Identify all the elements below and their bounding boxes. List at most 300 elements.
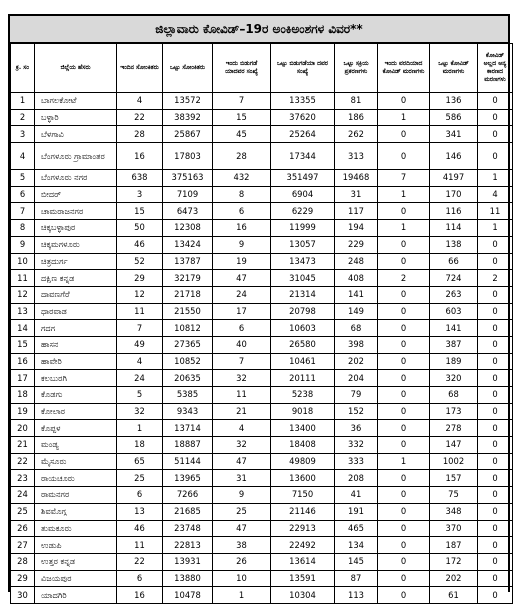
cell-total-deaths: 138 bbox=[430, 236, 478, 253]
table-row bbox=[11, 370, 513, 387]
cell-today-deaths: 0 bbox=[378, 336, 430, 353]
cell-total-discharged: 13600 bbox=[271, 470, 335, 487]
cell-total-infected: 13880 bbox=[163, 570, 213, 587]
cell-active-cases: 113 bbox=[335, 587, 378, 604]
cell-total-infected: 10852 bbox=[163, 353, 213, 370]
cell-non-covid-deaths: 0 bbox=[478, 587, 513, 604]
cell-serial: 9 bbox=[11, 236, 35, 253]
table-row bbox=[11, 303, 513, 320]
cell-today-infected: 1 bbox=[117, 420, 163, 437]
cell-district-name: ಕೊಡಗು bbox=[35, 387, 117, 404]
cell-total-deaths: 116 bbox=[430, 203, 478, 220]
cell-active-cases: 333 bbox=[335, 453, 378, 470]
cell-total-infected: 18887 bbox=[163, 437, 213, 454]
cell-today-deaths: 0 bbox=[378, 303, 430, 320]
cell-active-cases: 408 bbox=[335, 270, 378, 287]
cell-today-deaths: 0 bbox=[378, 203, 430, 220]
cell-today-discharged: 24 bbox=[213, 286, 271, 303]
cell-today-infected: 65 bbox=[117, 453, 163, 470]
cell-today-deaths: 1 bbox=[378, 220, 430, 237]
cell-district-name: ಚಿಕ್ಕಬಳ್ಳಾಪುರ bbox=[35, 220, 117, 237]
cell-total-infected: 10478 bbox=[163, 587, 213, 604]
cell-total-deaths: 66 bbox=[430, 253, 478, 270]
cell-total-infected: 7266 bbox=[163, 487, 213, 504]
cell-serial: 8 bbox=[11, 220, 35, 237]
cell-today-discharged: 4 bbox=[213, 420, 271, 437]
cell-serial: 27 bbox=[11, 537, 35, 554]
cell-today-deaths: 0 bbox=[378, 503, 430, 520]
cell-total-infected: 13965 bbox=[163, 470, 213, 487]
cell-total-discharged: 49809 bbox=[271, 453, 335, 470]
cell-total-discharged: 5238 bbox=[271, 387, 335, 404]
cell-serial: 3 bbox=[11, 126, 35, 143]
cell-total-discharged: 9018 bbox=[271, 403, 335, 420]
cell-non-covid-deaths: 0 bbox=[478, 520, 513, 537]
cell-today-infected: 32 bbox=[117, 403, 163, 420]
cell-non-covid-deaths: 0 bbox=[478, 470, 513, 487]
cell-total-discharged: 6229 bbox=[271, 203, 335, 220]
cell-serial: 14 bbox=[11, 320, 35, 337]
cell-serial: 19 bbox=[11, 403, 35, 420]
cell-non-covid-deaths: 0 bbox=[478, 109, 513, 126]
cell-district-name: ಮೈಸೂರು bbox=[35, 453, 117, 470]
cell-today-discharged: 47 bbox=[213, 270, 271, 287]
cell-total-infected: 10812 bbox=[163, 320, 213, 337]
cell-active-cases: 465 bbox=[335, 520, 378, 537]
cell-non-covid-deaths: 1 bbox=[478, 220, 513, 237]
cell-today-infected: 29 bbox=[117, 270, 163, 287]
cell-total-deaths: 187 bbox=[430, 537, 478, 554]
cell-today-infected: 6 bbox=[117, 487, 163, 504]
table-row bbox=[11, 270, 513, 287]
cell-total-discharged: 22913 bbox=[271, 520, 335, 537]
cell-total-discharged: 21146 bbox=[271, 503, 335, 520]
cell-active-cases: 332 bbox=[335, 437, 378, 454]
cell-non-covid-deaths: 0 bbox=[478, 403, 513, 420]
header-total-discharged: ಒಟ್ಟು ಬಿಡುಗಡೆಯಾ ದವರ ಸಂಖ್ಯೆ bbox=[271, 44, 335, 93]
cell-today-discharged: 432 bbox=[213, 170, 271, 187]
cell-today-deaths: 7 bbox=[378, 170, 430, 187]
table-row bbox=[11, 336, 513, 353]
cell-active-cases: 229 bbox=[335, 236, 378, 253]
cell-serial: 1 bbox=[11, 93, 35, 110]
cell-serial: 28 bbox=[11, 553, 35, 570]
header-today-discharged: ಇಂದು ಬಿಡುಗಡೆ ಯಾದವರ ಸಂಖ್ಯೆ bbox=[213, 44, 271, 93]
table-row bbox=[11, 503, 513, 520]
cell-total-discharged: 37620 bbox=[271, 109, 335, 126]
cell-active-cases: 68 bbox=[335, 320, 378, 337]
table-row bbox=[11, 320, 513, 337]
cell-total-infected: 13424 bbox=[163, 236, 213, 253]
cell-non-covid-deaths: 4 bbox=[478, 186, 513, 203]
cell-total-deaths: 61 bbox=[430, 587, 478, 604]
cell-active-cases: 87 bbox=[335, 570, 378, 587]
cell-total-infected: 25867 bbox=[163, 126, 213, 143]
cell-active-cases: 145 bbox=[335, 553, 378, 570]
cell-today-infected: 638 bbox=[117, 170, 163, 187]
cell-today-infected: 50 bbox=[117, 220, 163, 237]
cell-non-covid-deaths: 0 bbox=[478, 126, 513, 143]
cell-district-name: ದಾವಣಗೆರೆ bbox=[35, 286, 117, 303]
cell-district-name: ಚಿತ್ರದುರ್ಗ bbox=[35, 253, 117, 270]
cell-non-covid-deaths: 0 bbox=[478, 253, 513, 270]
cell-today-discharged: 6 bbox=[213, 203, 271, 220]
header-total-deaths: ಒಟ್ಟು ಕೋವಿಡ್ ಮರಣಗಳು bbox=[430, 44, 478, 93]
cell-serial: 21 bbox=[11, 437, 35, 454]
cell-total-infected: 51144 bbox=[163, 453, 213, 470]
cell-non-covid-deaths: 1 bbox=[478, 170, 513, 187]
cell-total-discharged: 13591 bbox=[271, 570, 335, 587]
cell-today-discharged: 26 bbox=[213, 553, 271, 570]
cell-non-covid-deaths: 0 bbox=[478, 370, 513, 387]
cell-serial: 7 bbox=[11, 203, 35, 220]
cell-total-discharged: 13355 bbox=[271, 93, 335, 110]
cell-total-discharged: 20798 bbox=[271, 303, 335, 320]
header-today-infected: ಇಂದಿನ ಸೋಂಕಿತರು bbox=[117, 44, 163, 93]
cell-today-deaths: 0 bbox=[378, 370, 430, 387]
cell-serial: 26 bbox=[11, 520, 35, 537]
cell-today-deaths: 0 bbox=[378, 520, 430, 537]
cell-serial: 2 bbox=[11, 109, 35, 126]
cell-active-cases: 36 bbox=[335, 420, 378, 437]
cell-today-infected: 46 bbox=[117, 236, 163, 253]
cell-district-name: ಯಾದಗಿರಿ bbox=[35, 587, 117, 604]
cell-total-deaths: 370 bbox=[430, 520, 478, 537]
cell-today-deaths: 1 bbox=[378, 453, 430, 470]
cell-serial: 15 bbox=[11, 336, 35, 353]
cell-today-deaths: 0 bbox=[378, 437, 430, 454]
cell-district-name: ಶಿವಮೊಗ್ಗ bbox=[35, 503, 117, 520]
cell-active-cases: 398 bbox=[335, 336, 378, 353]
cell-today-infected: 52 bbox=[117, 253, 163, 270]
cell-total-infected: 21550 bbox=[163, 303, 213, 320]
cell-district-name: ಬಾಗಲಕೋಟೆ bbox=[35, 93, 117, 110]
cell-non-covid-deaths: 0 bbox=[478, 387, 513, 404]
table-row bbox=[11, 537, 513, 554]
cell-active-cases: 204 bbox=[335, 370, 378, 387]
cell-total-discharged: 351497 bbox=[271, 170, 335, 187]
cell-today-discharged: 9 bbox=[213, 236, 271, 253]
cell-today-discharged: 45 bbox=[213, 126, 271, 143]
cell-today-deaths: 0 bbox=[378, 253, 430, 270]
cell-today-discharged: 16 bbox=[213, 220, 271, 237]
cell-active-cases: 41 bbox=[335, 487, 378, 504]
table-row bbox=[11, 143, 513, 170]
cell-district-name: ಗದಗ bbox=[35, 320, 117, 337]
table-row bbox=[11, 353, 513, 370]
cell-today-infected: 15 bbox=[117, 203, 163, 220]
cell-total-discharged: 31045 bbox=[271, 270, 335, 287]
cell-today-infected: 3 bbox=[117, 186, 163, 203]
cell-total-deaths: 278 bbox=[430, 420, 478, 437]
table-row bbox=[11, 253, 513, 270]
cell-today-infected: 46 bbox=[117, 520, 163, 537]
cell-total-deaths: 189 bbox=[430, 353, 478, 370]
cell-district-name: ಬೆಳಗಾವಿ bbox=[35, 126, 117, 143]
cell-serial: 24 bbox=[11, 487, 35, 504]
table-row bbox=[11, 470, 513, 487]
cell-today-discharged: 21 bbox=[213, 403, 271, 420]
cell-district-name: ಬೆಂಗಳೂರು ಗ್ರಾಮಾಂತರ bbox=[35, 143, 117, 170]
cell-today-discharged: 19 bbox=[213, 253, 271, 270]
table-row bbox=[11, 220, 513, 237]
table-row bbox=[11, 553, 513, 570]
cell-district-name: ರಾಮನಗರ bbox=[35, 487, 117, 504]
cell-active-cases: 313 bbox=[335, 143, 378, 170]
cell-today-discharged: 6 bbox=[213, 320, 271, 337]
cell-today-infected: 16 bbox=[117, 143, 163, 170]
cell-total-deaths: 136 bbox=[430, 93, 478, 110]
cell-today-infected: 28 bbox=[117, 126, 163, 143]
cell-non-covid-deaths: 0 bbox=[478, 553, 513, 570]
cell-district-name: ಹಾವೇರಿ bbox=[35, 353, 117, 370]
cell-total-discharged: 18408 bbox=[271, 437, 335, 454]
cell-total-deaths: 202 bbox=[430, 570, 478, 587]
cell-active-cases: 79 bbox=[335, 387, 378, 404]
cell-serial: 18 bbox=[11, 387, 35, 404]
cell-serial: 12 bbox=[11, 286, 35, 303]
table-row bbox=[11, 126, 513, 143]
cell-serial: 5 bbox=[11, 170, 35, 187]
cell-active-cases: 149 bbox=[335, 303, 378, 320]
table-row bbox=[11, 93, 513, 110]
cell-total-deaths: 172 bbox=[430, 553, 478, 570]
cell-today-discharged: 8 bbox=[213, 186, 271, 203]
cell-today-infected: 18 bbox=[117, 437, 163, 454]
cell-total-discharged: 21314 bbox=[271, 286, 335, 303]
cell-active-cases: 152 bbox=[335, 403, 378, 420]
cell-non-covid-deaths: 0 bbox=[478, 93, 513, 110]
cell-total-deaths: 170 bbox=[430, 186, 478, 203]
cell-non-covid-deaths: 0 bbox=[478, 353, 513, 370]
cell-today-discharged: 7 bbox=[213, 353, 271, 370]
cell-total-infected: 12308 bbox=[163, 220, 213, 237]
cell-district-name: ಹಾಸನ bbox=[35, 336, 117, 353]
table-row bbox=[11, 437, 513, 454]
cell-district-name: ರಾಯಚೂರು bbox=[35, 470, 117, 487]
cell-today-infected: 11 bbox=[117, 537, 163, 554]
cell-active-cases: 202 bbox=[335, 353, 378, 370]
cell-today-discharged: 31 bbox=[213, 470, 271, 487]
cell-today-deaths: 0 bbox=[378, 353, 430, 370]
cell-today-infected: 13 bbox=[117, 503, 163, 520]
cell-total-infected: 13931 bbox=[163, 553, 213, 570]
cell-today-discharged: 11 bbox=[213, 387, 271, 404]
cell-non-covid-deaths: 0 bbox=[478, 320, 513, 337]
table-row bbox=[11, 403, 513, 420]
covid-district-table-sheet bbox=[8, 14, 510, 600]
cell-today-deaths: 0 bbox=[378, 387, 430, 404]
cell-today-deaths: 0 bbox=[378, 320, 430, 337]
cell-total-deaths: 4197 bbox=[430, 170, 478, 187]
cell-today-discharged: 47 bbox=[213, 520, 271, 537]
cell-total-discharged: 7150 bbox=[271, 487, 335, 504]
cell-today-deaths: 0 bbox=[378, 236, 430, 253]
cell-serial: 30 bbox=[11, 587, 35, 604]
cell-serial: 16 bbox=[11, 353, 35, 370]
cell-active-cases: 117 bbox=[335, 203, 378, 220]
cell-active-cases: 141 bbox=[335, 286, 378, 303]
cell-total-infected: 20635 bbox=[163, 370, 213, 387]
cell-total-discharged: 6904 bbox=[271, 186, 335, 203]
cell-today-deaths: 0 bbox=[378, 93, 430, 110]
cell-total-infected: 21685 bbox=[163, 503, 213, 520]
cell-total-deaths: 147 bbox=[430, 437, 478, 454]
cell-total-deaths: 586 bbox=[430, 109, 478, 126]
cell-active-cases: 208 bbox=[335, 470, 378, 487]
cell-district-name: ಕಲಬುರಗಿ bbox=[35, 370, 117, 387]
cell-non-covid-deaths: 0 bbox=[478, 487, 513, 504]
cell-active-cases: 31 bbox=[335, 186, 378, 203]
cell-district-name: ಉಡುಪಿ bbox=[35, 537, 117, 554]
header-row bbox=[11, 44, 513, 93]
cell-total-discharged: 13057 bbox=[271, 236, 335, 253]
cell-today-deaths: 0 bbox=[378, 286, 430, 303]
cell-district-name: ದಕ್ಷಿಣ ಕನ್ನಡ bbox=[35, 270, 117, 287]
cell-total-discharged: 17344 bbox=[271, 143, 335, 170]
cell-today-deaths: 0 bbox=[378, 587, 430, 604]
cell-district-name: ಬೆಂಗಳೂರು ನಗರ bbox=[35, 170, 117, 187]
cell-today-infected: 4 bbox=[117, 353, 163, 370]
table-row bbox=[11, 236, 513, 253]
cell-active-cases: 248 bbox=[335, 253, 378, 270]
cell-today-infected: 7 bbox=[117, 320, 163, 337]
table-row bbox=[11, 570, 513, 587]
cell-today-deaths: 0 bbox=[378, 553, 430, 570]
cell-total-infected: 23748 bbox=[163, 520, 213, 537]
header-total-infected: ಒಟ್ಟು ಸೋಂಕಿತರು bbox=[163, 44, 213, 93]
cell-total-deaths: 387 bbox=[430, 336, 478, 353]
cell-non-covid-deaths: 0 bbox=[478, 437, 513, 454]
header-non-covid-deaths: ಕೋವಿಡ್ ಅಲ್ಲದ ಅನ್ಯ ಕಾರಣದ ಮರಣಗಳು bbox=[478, 44, 513, 93]
cell-district-name: ಬೀದರ್ bbox=[35, 186, 117, 203]
cell-total-infected: 13572 bbox=[163, 93, 213, 110]
table-body bbox=[11, 93, 513, 604]
cell-today-discharged: 7 bbox=[213, 93, 271, 110]
cell-today-discharged: 32 bbox=[213, 437, 271, 454]
cell-total-discharged: 13400 bbox=[271, 420, 335, 437]
cell-active-cases: 81 bbox=[335, 93, 378, 110]
cell-total-infected: 375163 bbox=[163, 170, 213, 187]
cell-today-infected: 5 bbox=[117, 387, 163, 404]
table-row bbox=[11, 487, 513, 504]
table-row bbox=[11, 286, 513, 303]
cell-total-deaths: 724 bbox=[430, 270, 478, 287]
cell-today-discharged: 1 bbox=[213, 587, 271, 604]
cell-today-infected: 11 bbox=[117, 303, 163, 320]
cell-today-infected: 49 bbox=[117, 336, 163, 353]
cell-today-infected: 16 bbox=[117, 587, 163, 604]
cell-serial: 20 bbox=[11, 420, 35, 437]
cell-total-infected: 13714 bbox=[163, 420, 213, 437]
cell-total-infected: 32179 bbox=[163, 270, 213, 287]
cell-non-covid-deaths: 2 bbox=[478, 270, 513, 287]
cell-today-deaths: 0 bbox=[378, 126, 430, 143]
cell-total-deaths: 341 bbox=[430, 126, 478, 143]
cell-today-discharged: 10 bbox=[213, 570, 271, 587]
cell-total-deaths: 68 bbox=[430, 387, 478, 404]
cell-total-infected: 5385 bbox=[163, 387, 213, 404]
cell-district-name: ಬಳ್ಳಾರಿ bbox=[35, 109, 117, 126]
table-row bbox=[11, 109, 513, 126]
cell-active-cases: 262 bbox=[335, 126, 378, 143]
cell-district-name: ತುಮಕೂರು bbox=[35, 520, 117, 537]
cell-total-infected: 22813 bbox=[163, 537, 213, 554]
cell-total-deaths: 114 bbox=[430, 220, 478, 237]
cell-serial: 17 bbox=[11, 370, 35, 387]
cell-total-infected: 13787 bbox=[163, 253, 213, 270]
cell-today-discharged: 38 bbox=[213, 537, 271, 554]
header-active-cases: ಒಟ್ಟು ಸಕ್ರಿಯ ಪ್ರಕರಣಗಳು bbox=[335, 44, 378, 93]
cell-today-discharged: 15 bbox=[213, 109, 271, 126]
cell-serial: 6 bbox=[11, 186, 35, 203]
cell-total-infected: 7109 bbox=[163, 186, 213, 203]
district-stats-table bbox=[10, 43, 513, 604]
cell-district-name: ಚಾಮರಾಜನಗರ bbox=[35, 203, 117, 220]
cell-today-discharged: 47 bbox=[213, 453, 271, 470]
cell-non-covid-deaths: 0 bbox=[478, 537, 513, 554]
cell-non-covid-deaths: 0 bbox=[478, 336, 513, 353]
cell-active-cases: 194 bbox=[335, 220, 378, 237]
cell-total-infected: 17803 bbox=[163, 143, 213, 170]
cell-non-covid-deaths: 0 bbox=[478, 420, 513, 437]
cell-today-discharged: 28 bbox=[213, 143, 271, 170]
cell-today-infected: 12 bbox=[117, 286, 163, 303]
cell-serial: 23 bbox=[11, 470, 35, 487]
header-serial: ಕ್ರ. ಸಂ bbox=[11, 44, 35, 93]
cell-total-infected: 27365 bbox=[163, 336, 213, 353]
table-row bbox=[11, 520, 513, 537]
cell-today-infected: 22 bbox=[117, 109, 163, 126]
cell-non-covid-deaths: 0 bbox=[478, 503, 513, 520]
cell-active-cases: 191 bbox=[335, 503, 378, 520]
cell-total-deaths: 173 bbox=[430, 403, 478, 420]
cell-non-covid-deaths: 0 bbox=[478, 286, 513, 303]
cell-non-covid-deaths: 0 bbox=[478, 570, 513, 587]
cell-today-deaths: 1 bbox=[378, 109, 430, 126]
cell-total-infected: 6473 bbox=[163, 203, 213, 220]
cell-today-deaths: 0 bbox=[378, 143, 430, 170]
cell-serial: 13 bbox=[11, 303, 35, 320]
cell-total-deaths: 141 bbox=[430, 320, 478, 337]
cell-total-deaths: 348 bbox=[430, 503, 478, 520]
table-row bbox=[11, 186, 513, 203]
cell-today-infected: 25 bbox=[117, 470, 163, 487]
cell-total-infected: 21718 bbox=[163, 286, 213, 303]
cell-serial: 4 bbox=[11, 143, 35, 170]
table-row bbox=[11, 587, 513, 604]
cell-today-discharged: 25 bbox=[213, 503, 271, 520]
cell-serial: 10 bbox=[11, 253, 35, 270]
cell-non-covid-deaths: 0 bbox=[478, 453, 513, 470]
cell-serial: 22 bbox=[11, 453, 35, 470]
cell-total-deaths: 157 bbox=[430, 470, 478, 487]
cell-today-deaths: 2 bbox=[378, 270, 430, 287]
cell-district-name: ಕೋಲಾರ bbox=[35, 403, 117, 420]
cell-non-covid-deaths: 11 bbox=[478, 203, 513, 220]
cell-today-infected: 4 bbox=[117, 93, 163, 110]
cell-today-discharged: 32 bbox=[213, 370, 271, 387]
cell-non-covid-deaths: 0 bbox=[478, 303, 513, 320]
cell-district-name: ಚಿಕ್ಕಮಗಳೂರು bbox=[35, 236, 117, 253]
table-row bbox=[11, 170, 513, 187]
cell-total-discharged: 25264 bbox=[271, 126, 335, 143]
cell-total-deaths: 1002 bbox=[430, 453, 478, 470]
cell-total-deaths: 146 bbox=[430, 143, 478, 170]
cell-non-covid-deaths: 0 bbox=[478, 236, 513, 253]
table-title: ಜಿಲ್ಲಾವಾರು ಕೋವಿಡ್–19ರ ಅಂಕಿಅಂಶಗಳ ವಿವರ** bbox=[10, 16, 508, 43]
header-district-name: ಜಿಲ್ಲೆಯ ಹೆಸರು bbox=[35, 44, 117, 93]
